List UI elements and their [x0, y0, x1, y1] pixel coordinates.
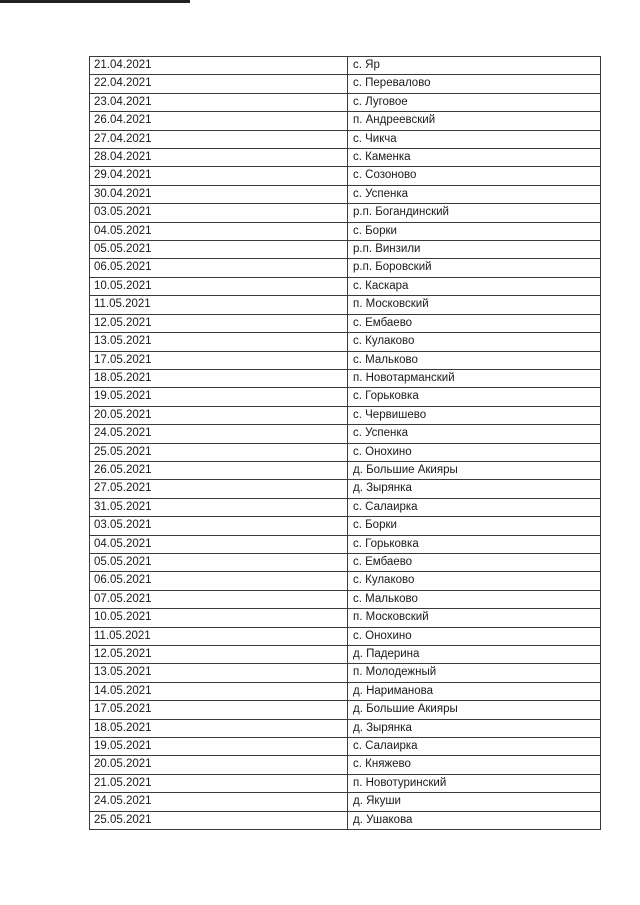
date-cell: 04.05.2021 [90, 535, 348, 553]
date-cell: 18.05.2021 [90, 369, 348, 387]
date-cell: 06.05.2021 [90, 259, 348, 277]
table-row [90, 811, 601, 829]
date-cell: 25.05.2021 [90, 811, 348, 829]
date-cell: 27.04.2021 [90, 130, 348, 148]
table-row [90, 461, 601, 479]
settlement-cell: с. Чикча [348, 130, 601, 148]
date-cell: 20.05.2021 [90, 756, 348, 774]
settlement-cell: д. Якуши [348, 793, 601, 811]
settlement-cell: с. Онохино [348, 443, 601, 461]
settlement-cell: с. Салаирка [348, 738, 601, 756]
table-row [90, 406, 601, 424]
settlement-cell: с. Мальково [348, 590, 601, 608]
date-cell: 29.04.2021 [90, 167, 348, 185]
table-row [90, 738, 601, 756]
settlement-cell: с. Ембаево [348, 314, 601, 332]
table-row [90, 425, 601, 443]
settlement-cell: р.п. Богандинский [348, 204, 601, 222]
date-cell: 25.05.2021 [90, 443, 348, 461]
date-cell: 05.05.2021 [90, 553, 348, 571]
table-row [90, 333, 601, 351]
date-cell: 21.05.2021 [90, 774, 348, 792]
date-cell: 26.05.2021 [90, 461, 348, 479]
table-row [90, 793, 601, 811]
settlement-cell: с. Каскара [348, 277, 601, 295]
date-cell: 19.05.2021 [90, 738, 348, 756]
date-cell: 24.05.2021 [90, 793, 348, 811]
settlement-cell: д. Зырянка [348, 719, 601, 737]
settlement-cell: п. Московский [348, 609, 601, 627]
date-cell: 21.04.2021 [90, 57, 348, 75]
date-cell: 12.05.2021 [90, 314, 348, 332]
date-cell: 07.05.2021 [90, 590, 348, 608]
date-cell: 24.05.2021 [90, 425, 348, 443]
settlement-cell: с. Мальково [348, 351, 601, 369]
date-cell: 27.05.2021 [90, 480, 348, 498]
date-cell: 23.04.2021 [90, 93, 348, 111]
date-cell: 12.05.2021 [90, 646, 348, 664]
date-cell: 17.05.2021 [90, 351, 348, 369]
table-row [90, 369, 601, 387]
table-row [90, 646, 601, 664]
table-row [90, 222, 601, 240]
table-row [90, 167, 601, 185]
settlement-cell: с. Онохино [348, 627, 601, 645]
settlement-cell: с. Яр [348, 57, 601, 75]
date-cell: 17.05.2021 [90, 701, 348, 719]
date-cell: 10.05.2021 [90, 609, 348, 627]
settlement-cell: с. Успенка [348, 425, 601, 443]
settlement-cell: с. Горьковка [348, 535, 601, 553]
table-row [90, 590, 601, 608]
settlement-cell: р.п. Винзили [348, 241, 601, 259]
settlement-cell: с. Кулаково [348, 572, 601, 590]
settlement-cell: д. Большие Акияры [348, 701, 601, 719]
date-cell: 11.05.2021 [90, 627, 348, 645]
date-cell: 05.05.2021 [90, 241, 348, 259]
settlement-cell: с. Борки [348, 517, 601, 535]
table-row [90, 204, 601, 222]
settlement-cell: п. Новотуринский [348, 774, 601, 792]
settlement-cell: п. Андреевский [348, 112, 601, 130]
date-cell: 13.05.2021 [90, 333, 348, 351]
table-row [90, 572, 601, 590]
settlement-cell: д. Нариманова [348, 682, 601, 700]
settlement-cell: с. Каменка [348, 149, 601, 167]
settlement-cell: д. Падерина [348, 646, 601, 664]
date-cell: 13.05.2021 [90, 664, 348, 682]
table-row [90, 756, 601, 774]
schedule-sheet [89, 56, 601, 830]
date-cell: 06.05.2021 [90, 572, 348, 590]
table-row [90, 701, 601, 719]
table-row [90, 351, 601, 369]
table-row [90, 277, 601, 295]
settlement-cell: с. Горьковка [348, 388, 601, 406]
table-row [90, 93, 601, 111]
date-cell: 19.05.2021 [90, 388, 348, 406]
table-row [90, 112, 601, 130]
schedule-table-body [90, 57, 601, 830]
date-cell: 20.05.2021 [90, 406, 348, 424]
date-cell: 18.05.2021 [90, 719, 348, 737]
date-cell: 30.04.2021 [90, 185, 348, 203]
date-cell: 26.04.2021 [90, 112, 348, 130]
date-cell: 04.05.2021 [90, 222, 348, 240]
settlement-cell: с. Борки [348, 222, 601, 240]
date-cell: 22.04.2021 [90, 75, 348, 93]
date-cell: 03.05.2021 [90, 517, 348, 535]
schedule-table [89, 56, 601, 830]
settlement-cell: д. Большие Акияры [348, 461, 601, 479]
settlement-cell: с. Княжево [348, 756, 601, 774]
settlement-cell: п. Московский [348, 296, 601, 314]
table-row [90, 774, 601, 792]
settlement-cell: д. Ушакова [348, 811, 601, 829]
table-row [90, 609, 601, 627]
table-row [90, 443, 601, 461]
scan-edge-mark [0, 0, 190, 3]
settlement-cell: с. Салаирка [348, 498, 601, 516]
table-row [90, 241, 601, 259]
settlement-cell: с. Ембаево [348, 553, 601, 571]
table-row [90, 517, 601, 535]
date-cell: 31.05.2021 [90, 498, 348, 516]
settlement-cell: с. Кулаково [348, 333, 601, 351]
settlement-cell: с. Луговое [348, 93, 601, 111]
date-cell: 03.05.2021 [90, 204, 348, 222]
table-row [90, 185, 601, 203]
table-row [90, 664, 601, 682]
settlement-cell: с. Перевалово [348, 75, 601, 93]
table-row [90, 627, 601, 645]
table-row [90, 498, 601, 516]
settlement-cell: с. Созоново [348, 167, 601, 185]
settlement-cell: с. Успенка [348, 185, 601, 203]
table-row [90, 719, 601, 737]
date-cell: 28.04.2021 [90, 149, 348, 167]
settlement-cell: п. Новотарманский [348, 369, 601, 387]
table-row [90, 259, 601, 277]
table-row [90, 57, 601, 75]
settlement-cell: д. Зырянка [348, 480, 601, 498]
table-row [90, 682, 601, 700]
table-row [90, 75, 601, 93]
date-cell: 10.05.2021 [90, 277, 348, 295]
settlement-cell: п. Молодежный [348, 664, 601, 682]
table-row [90, 480, 601, 498]
table-row [90, 130, 601, 148]
table-row [90, 314, 601, 332]
table-row [90, 149, 601, 167]
table-row [90, 535, 601, 553]
settlement-cell: р.п. Боровский [348, 259, 601, 277]
date-cell: 11.05.2021 [90, 296, 348, 314]
table-row [90, 296, 601, 314]
table-row [90, 553, 601, 571]
settlement-cell: с. Червишево [348, 406, 601, 424]
table-row [90, 388, 601, 406]
date-cell: 14.05.2021 [90, 682, 348, 700]
